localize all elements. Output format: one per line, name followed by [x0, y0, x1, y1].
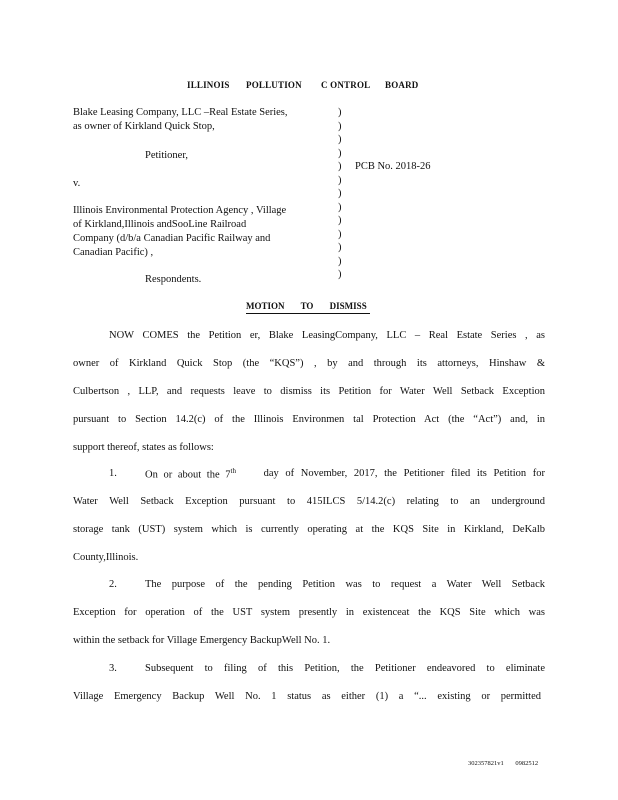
- petitioner-label: Petitioner,: [145, 150, 189, 161]
- petitioner-line-1: Blake Leasing Company, LLC –Real Estate Series,: [73, 107, 288, 118]
- para-1-line-1: [145, 467, 545, 482]
- para-3-line-1: Subsequent to filing of this Petition, the Petitioner endeavored to eliminate: [145, 663, 545, 674]
- intro-line-4: pursuant to Section 14.2(c) of the Illinois Environmen tal Protection Act (the “Act”) and, in: [73, 414, 545, 425]
- respondent-line-4: Canadian Pacific) ,: [73, 247, 154, 258]
- para-1-line-2: Water Well Setback Exception pursuant to 415ILCS 5/14.2(c) relating to an underground: [73, 496, 545, 507]
- para-2-line-1: The purpose of the pending Petition was to request a Water Well Setback: [145, 579, 545, 590]
- intro-line-5: support thereof, states as follows:: [73, 442, 214, 453]
- respondent-line-2: of Kirkland,Illinois andSooLine Railroad: [73, 219, 247, 230]
- para-3-line-2: Village Emergency Backup Well No. 1 status as either (1) a “... existing or permitted: [73, 691, 541, 702]
- respondent-line-1: Illinois Environmental Protection Agency , Village: [73, 205, 287, 216]
- respondents-label: Respondents.: [145, 274, 202, 285]
- intro-line-1: NOW COMES the Petition er, Blake LeasingCompany, LLC – Real Estate Series , as: [109, 330, 545, 341]
- case-number: PCB No. 2018-26: [355, 161, 431, 172]
- para-2-line-3: within the setback for Village Emergency BackupWell No. 1.: [73, 635, 331, 646]
- board-word-4: BOARD: [385, 80, 419, 90]
- board-word-1: ILLINOIS: [187, 80, 230, 90]
- para-1-line-1-start: On or about the 7th: [145, 467, 236, 481]
- para-1-number: 1.: [109, 468, 117, 479]
- motion-title-text: MOTION TO DISMISS: [246, 301, 367, 311]
- board-word-3: C ONTROL: [321, 80, 371, 90]
- caption-paren-column: ) ) ) ) ) ) ) ) ) ) ) ) ): [338, 107, 342, 280]
- ordinal-suffix: th: [230, 467, 236, 475]
- para-2-line-2: Exception for operation of the UST system presently in existenceat the KQS Site which was: [73, 607, 545, 618]
- para-3-number: 3.: [109, 663, 117, 674]
- intro-line-3: Culbertson , LLP, and requests leave to dismiss its Petition for Water Well Setback Exception: [73, 386, 545, 397]
- document-id-footer: 302357821v1 0982512: [468, 760, 539, 767]
- intro-line-2: owner of Kirkland Quick Stop (the “KQS”) , by and through its attorneys, Hinshaw &: [73, 358, 545, 369]
- respondent-line-3: Company (d/b/a Canadian Pacific Railway and: [73, 233, 271, 244]
- motion-title-underline: [246, 313, 370, 314]
- para-2-number: 2.: [109, 579, 117, 590]
- para-1-line-1-end: day of November, 2017, the Petitioner filed its Petition for: [263, 468, 545, 479]
- motion-title: [246, 301, 367, 312]
- petitioner-line-2: as owner of Kirkland Quick Stop,: [73, 121, 215, 132]
- para-1-line-3: storage tank (UST) system which is currently operating at the KQS Site in Kirkland, DeKalb: [73, 524, 545, 535]
- versus-label: v.: [73, 178, 81, 189]
- para-1-line-4: County,Illinois.: [73, 552, 139, 563]
- board-word-2: POLLUTION: [246, 80, 302, 90]
